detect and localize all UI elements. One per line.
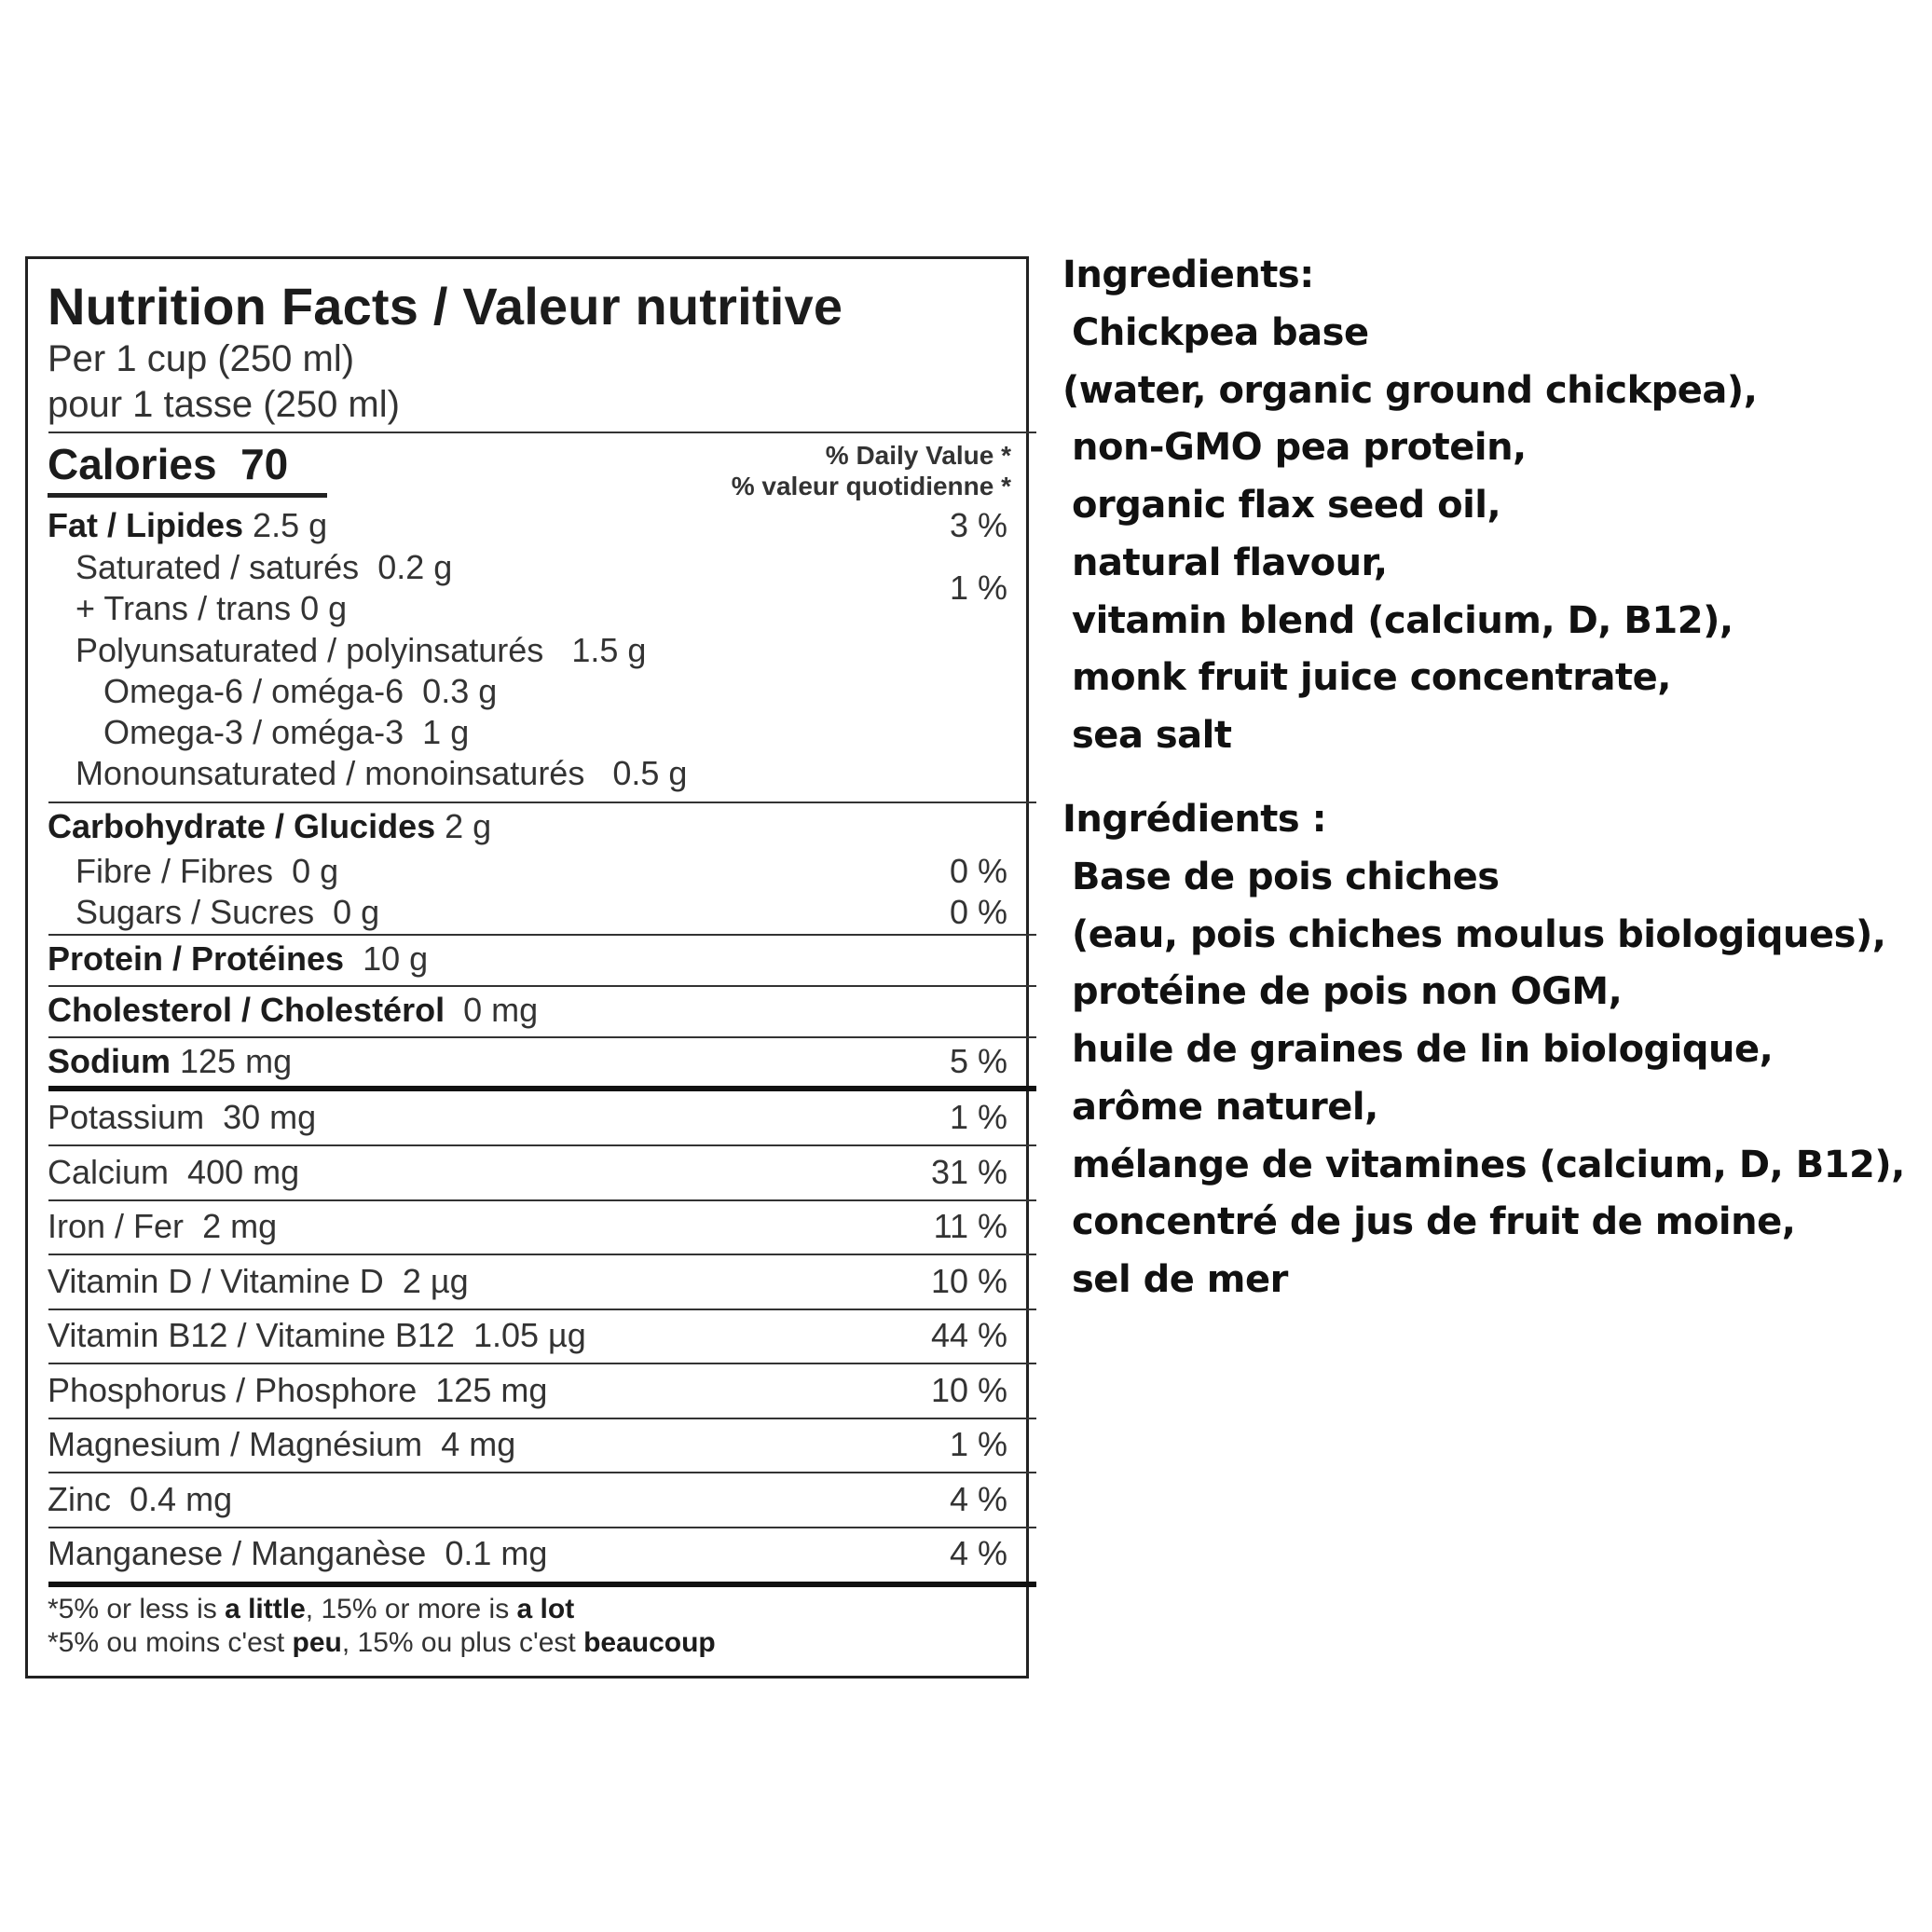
mineral-amount: 30 mg xyxy=(223,1098,317,1136)
divider xyxy=(48,1144,1036,1146)
omega3-row xyxy=(103,713,469,752)
ingredient-line: sel de mer xyxy=(1072,1257,1288,1301)
mineral-amount: 2 µg xyxy=(402,1262,469,1300)
serving-size-fr: pour 1 tasse (250 ml) xyxy=(48,384,400,425)
poly-row xyxy=(75,631,646,670)
trans-label: + Trans / trans xyxy=(75,589,292,627)
protein-row xyxy=(48,939,428,979)
cholesterol-label: Cholesterol / Cholestérol xyxy=(48,991,445,1029)
ingredient-line: vitamin blend (calcium, D, B12), xyxy=(1072,598,1733,642)
ingredient-line: (eau, pois chiches moulus biologiques), xyxy=(1072,912,1886,956)
ingredient-line: sea salt xyxy=(1072,713,1232,757)
mono-row xyxy=(75,754,687,793)
cholesterol-row xyxy=(48,991,538,1030)
sodium-dv: 5 % xyxy=(949,1042,1007,1080)
ingredient-line: mélange de vitamines (calcium, D, B12), xyxy=(1072,1143,1905,1186)
saturated-label: Saturated / saturés xyxy=(75,548,360,586)
divider xyxy=(48,1363,1036,1364)
mineral-amount: 125 mg xyxy=(435,1371,548,1409)
mineral-dv: 10 % xyxy=(930,1371,1007,1409)
divider xyxy=(48,1472,1036,1473)
fat-label: Fat / Lipides xyxy=(48,506,244,544)
omega6-row xyxy=(103,672,497,711)
mineral-row xyxy=(48,1425,515,1464)
omega3-label: Omega-3 / oméga-3 xyxy=(103,713,404,751)
ingredient-line: natural flavour, xyxy=(1072,541,1388,584)
omega3-amount: 1 g xyxy=(422,713,470,751)
trans-row xyxy=(75,589,347,628)
ingredient-line: Base de pois chiches xyxy=(1072,856,1500,898)
mineral-label: Potassium xyxy=(48,1098,205,1136)
mineral-row xyxy=(48,1316,586,1355)
ingredient-line: protéine de pois non OGM, xyxy=(1072,970,1623,1014)
divider xyxy=(48,1418,1036,1419)
ingredients-fr-heading: Ingrédients : xyxy=(1062,798,1327,841)
mineral-row xyxy=(48,1153,299,1192)
ingredients-en-heading: Ingredients: xyxy=(1062,253,1314,296)
poly-label: Polyunsaturated / polyinsaturés xyxy=(75,631,544,669)
divider xyxy=(48,1309,1036,1310)
mineral-amount: 400 mg xyxy=(187,1153,300,1191)
mono-amount: 0.5 g xyxy=(612,754,688,792)
fibre-amount: 0 g xyxy=(292,852,339,890)
fibre-dv: 0 % xyxy=(949,852,1007,890)
sodium-label: Sodium xyxy=(48,1042,171,1080)
mineral-row xyxy=(48,1262,469,1301)
mineral-dv: 11 % xyxy=(933,1207,1007,1245)
mineral-row xyxy=(48,1207,277,1246)
carb-row xyxy=(48,807,491,846)
sugars-dv: 0 % xyxy=(949,893,1007,931)
thick-divider xyxy=(48,1086,1036,1091)
omega6-label: Omega-6 / oméga-6 xyxy=(103,672,404,710)
mineral-amount: 0.1 mg xyxy=(445,1534,548,1572)
mineral-dv: 31 % xyxy=(930,1153,1007,1191)
mono-label: Monounsaturated / monoinsaturés xyxy=(75,754,585,792)
ingredient-line: non-GMO pea protein, xyxy=(1072,426,1527,470)
sugars-amount: 0 g xyxy=(333,893,380,931)
calories-value: 70 xyxy=(240,440,289,488)
divider xyxy=(48,432,1036,433)
sat-trans-dv: 1 % xyxy=(949,569,1007,607)
poly-amount: 1.5 g xyxy=(571,631,647,669)
ingredient-line: organic flax seed oil, xyxy=(1072,484,1501,528)
calories-row xyxy=(48,439,288,489)
mineral-label: Magnesium / Magnésium xyxy=(48,1425,423,1463)
mineral-amount: 2 mg xyxy=(202,1207,278,1245)
mineral-amount: 0.4 mg xyxy=(130,1480,233,1518)
protein-label: Protein / Protéines xyxy=(48,939,345,978)
ingredient-line: Chickpea base xyxy=(1072,311,1369,354)
mineral-dv: 1 % xyxy=(949,1098,1007,1136)
calories-underline xyxy=(48,493,327,498)
mineral-row xyxy=(48,1371,547,1410)
sugars-row xyxy=(75,893,379,932)
mineral-dv: 44 % xyxy=(930,1316,1007,1354)
omega6-amount: 0.3 g xyxy=(422,672,498,710)
divider xyxy=(48,1527,1036,1528)
footnote-fr: *5% ou moins c'est peu, 15% ou plus c'est beaucoup xyxy=(48,1627,716,1658)
fat-dv: 3 % xyxy=(949,506,1007,544)
divider xyxy=(48,985,1036,987)
mineral-label: Vitamin B12 / Vitamine B12 xyxy=(48,1316,455,1354)
divider xyxy=(48,802,1036,803)
divider xyxy=(48,1036,1036,1038)
dv-header-fr: % valeur quotidienne * xyxy=(731,472,1011,500)
divider xyxy=(48,1254,1036,1255)
sugars-label: Sugars / Sucres xyxy=(75,893,315,931)
mineral-row xyxy=(48,1480,232,1519)
ingredient-line: concentré de jus de fruit de moine, xyxy=(1072,1200,1796,1244)
nutrition-facts-panel xyxy=(25,256,1029,1679)
divider xyxy=(48,934,1036,936)
fat-row xyxy=(48,506,327,545)
mineral-amount: 4 mg xyxy=(441,1425,516,1463)
mineral-label: Iron / Fer xyxy=(48,1207,185,1245)
ingredient-line: arôme naturel, xyxy=(1072,1085,1378,1129)
mineral-dv: 4 % xyxy=(949,1534,1007,1572)
cholesterol-amount: 0 mg xyxy=(463,991,539,1029)
carb-label: Carbohydrate / Glucides xyxy=(48,807,436,845)
mineral-dv: 10 % xyxy=(930,1262,1007,1300)
carb-amount: 2 g xyxy=(445,807,492,845)
saturated-row xyxy=(75,548,452,587)
mineral-row xyxy=(48,1098,316,1137)
nutrition-title: Nutrition Facts / Valeur nutritive xyxy=(48,277,843,336)
ingredient-line: huile de graines de lin biologique, xyxy=(1072,1028,1774,1072)
serving-size-en: Per 1 cup (250 ml) xyxy=(48,338,355,379)
mineral-label: Manganese / Manganèse xyxy=(48,1534,427,1572)
divider xyxy=(48,1199,1036,1201)
mineral-row xyxy=(48,1534,547,1573)
mineral-dv: 4 % xyxy=(949,1480,1007,1518)
mineral-label: Calcium xyxy=(48,1153,170,1191)
calories-label: Calories xyxy=(48,440,217,488)
sodium-amount: 125 mg xyxy=(180,1042,293,1080)
thick-divider xyxy=(48,1582,1036,1587)
protein-amount: 10 g xyxy=(363,939,429,978)
mineral-label: Vitamin D / Vitamine D xyxy=(48,1262,384,1300)
sodium-row xyxy=(48,1042,292,1081)
saturated-amount: 0.2 g xyxy=(377,548,453,586)
fat-amount: 2.5 g xyxy=(253,506,328,544)
fibre-row xyxy=(75,852,338,891)
mineral-label: Zinc xyxy=(48,1480,112,1518)
mineral-dv: 1 % xyxy=(949,1425,1007,1463)
mineral-label: Phosphorus / Phosphore xyxy=(48,1371,418,1409)
ingredient-line: monk fruit juice concentrate, xyxy=(1072,656,1671,700)
ingredient-line: (water, organic ground chickpea), xyxy=(1062,368,1758,412)
footnote-en: *5% or less is a little, 15% or more is a lot xyxy=(48,1594,575,1624)
mineral-amount: 1.05 µg xyxy=(473,1316,586,1354)
dv-header-en: % Daily Value * xyxy=(825,441,1011,470)
fibre-label: Fibre / Fibres xyxy=(75,852,274,890)
trans-amount: 0 g xyxy=(300,589,348,627)
